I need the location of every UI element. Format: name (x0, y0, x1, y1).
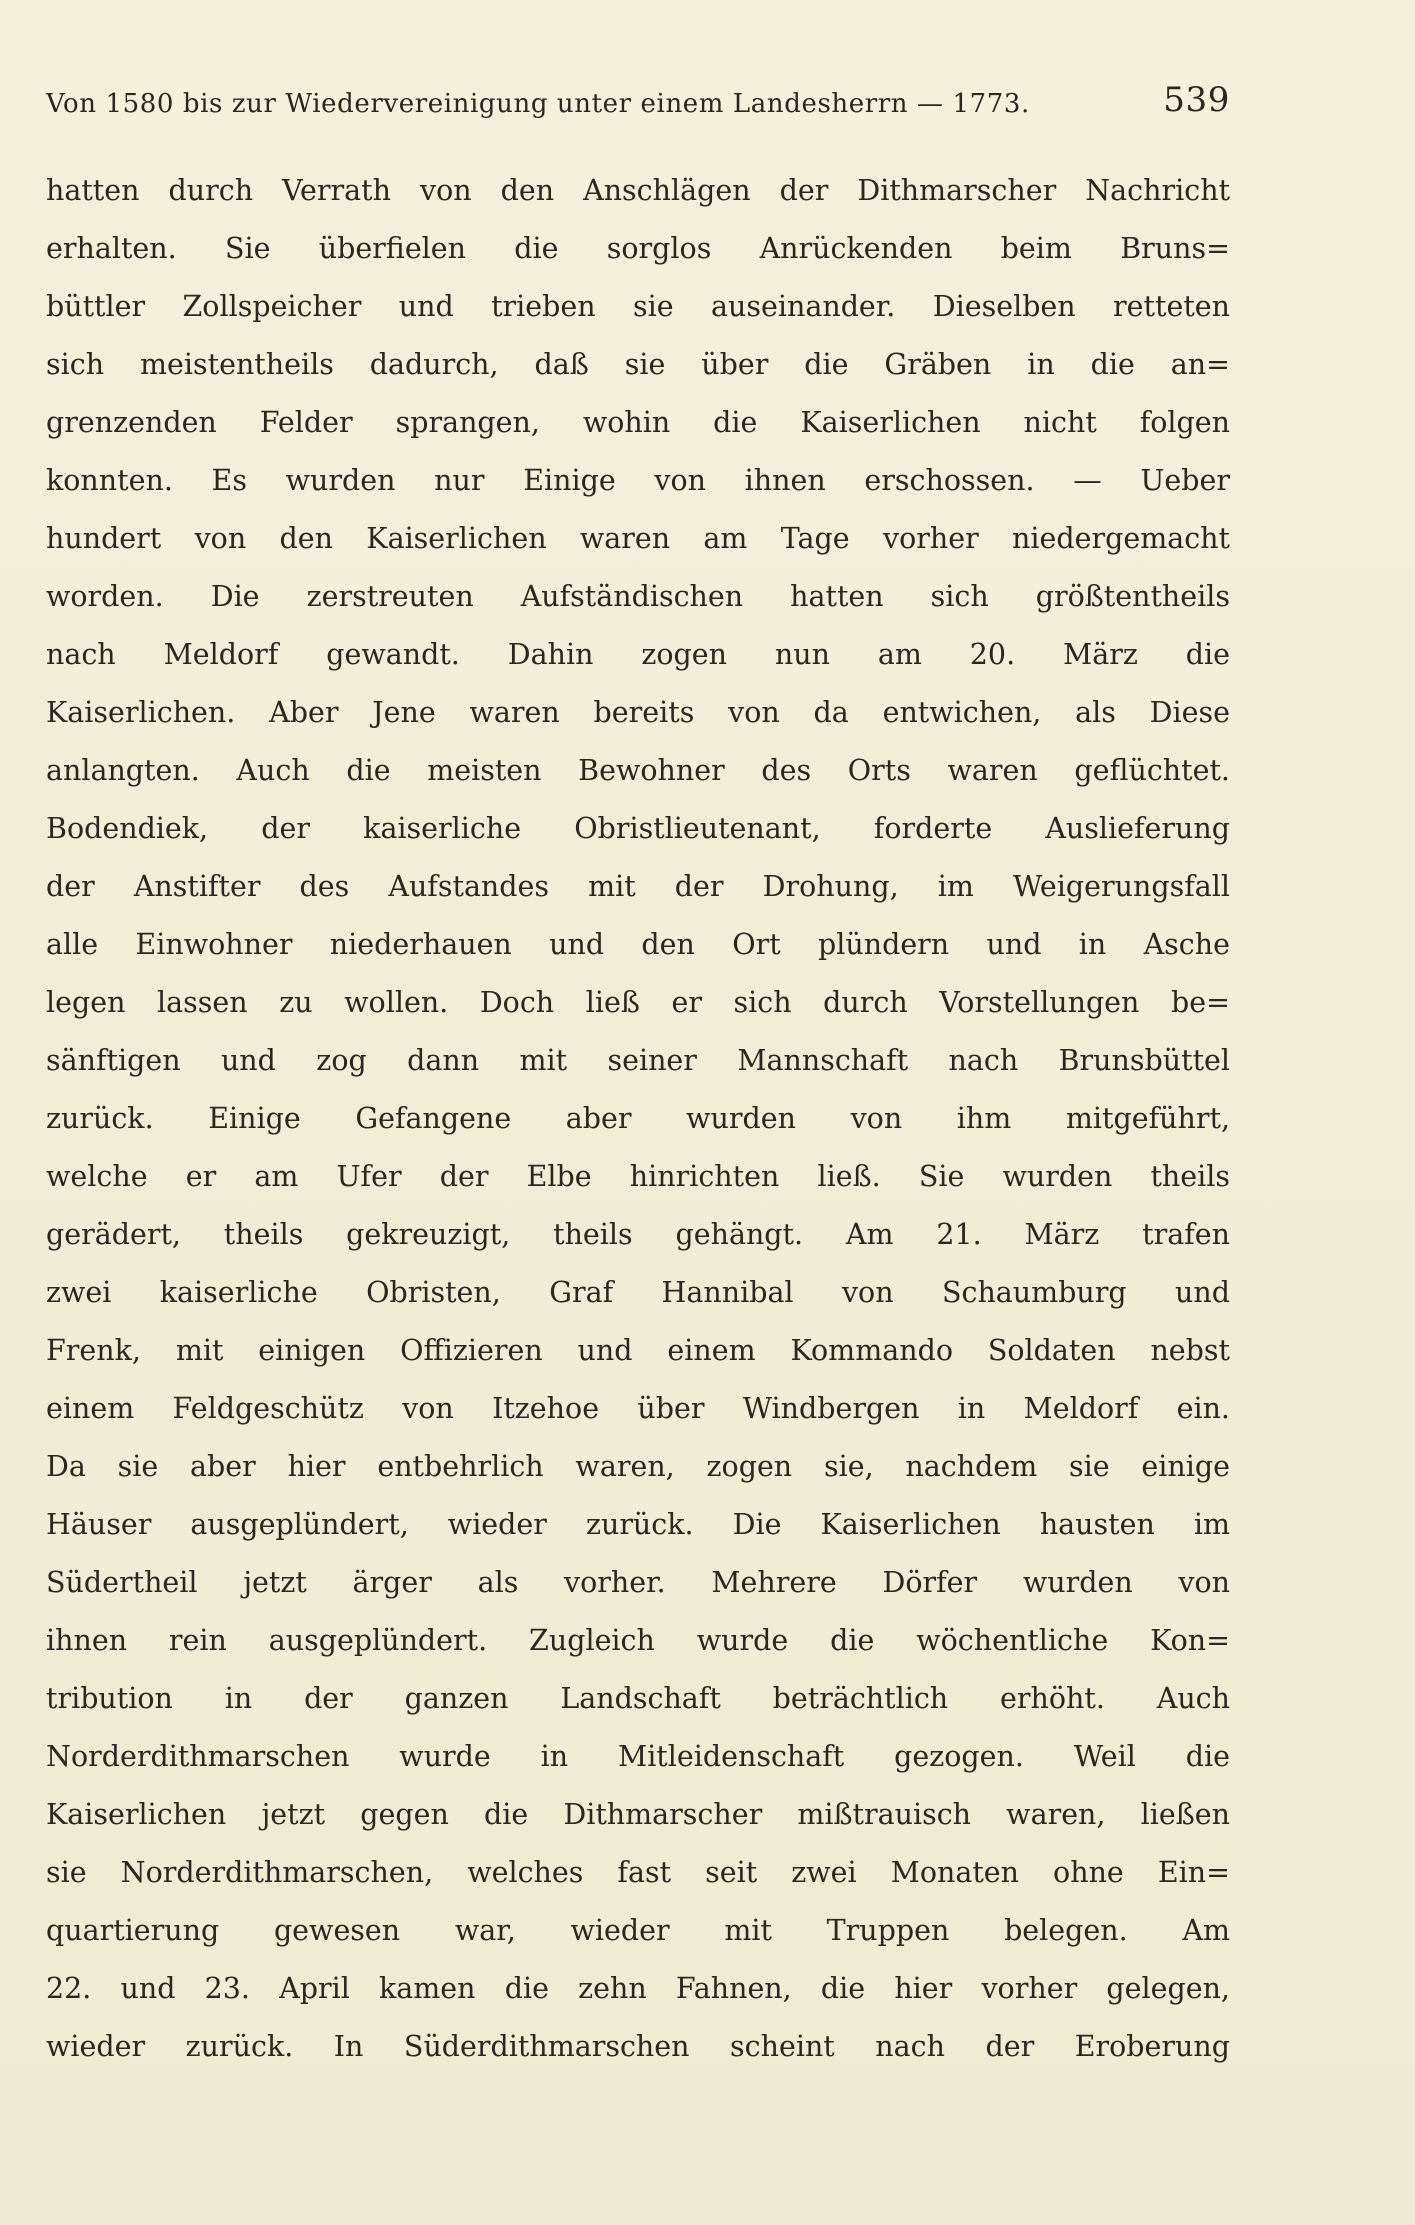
running-head (46, 80, 1230, 124)
text-line: Südertheil jetzt ärger als vorher. Mehrere Dörfer wurden von (46, 1566, 1230, 1599)
text-line: einem Feldgeschütz von Itzehoe über Windbergen in Meldorf ein. (46, 1392, 1230, 1425)
body-text (46, 162, 1230, 2076)
text-line: Kaiserlichen jetzt gegen die Dithmarscher mißtrauisch waren, ließen (46, 1798, 1230, 1831)
text-line: worden. Die zerstreuten Aufständischen hatten sich größtentheils (46, 580, 1230, 613)
text-line: ihnen rein ausgeplündert. Zugleich wurde die wöchentliche Kon= (46, 1624, 1230, 1657)
text-line: konnten. Es wurden nur Einige von ihnen erschossen. — Ueber (46, 464, 1230, 497)
text-line: tribution in der ganzen Landschaft beträchtlich erhöht. Auch (46, 1682, 1230, 1715)
text-line: Häuser ausgeplündert, wieder zurück. Die Kaiserlichen hausten im (46, 1508, 1230, 1541)
text-line: erhalten. Sie überfielen die sorglos Anrückenden beim Bruns= (46, 232, 1230, 265)
text-line: büttler Zollspeicher und trieben sie auseinander. Dieselben retteten (46, 290, 1230, 323)
text-line: Frenk, mit einigen Offizieren und einem Kommando Soldaten nebst (46, 1334, 1230, 1367)
text-line: gerädert, theils gekreuzigt, theils gehängt. Am 21. März trafen (46, 1218, 1230, 1251)
text-line: welche er am Ufer der Elbe hinrichten ließ. Sie wurden theils (46, 1160, 1230, 1193)
text-line: wieder zurück. In Süderdithmarschen scheint nach der Eroberung (46, 2030, 1230, 2063)
text-line: Bodendiek, der kaiserliche Obristlieutenant, forderte Auslieferung (46, 812, 1230, 845)
text-line: zurück. Einige Gefangene aber wurden von ihm mitgeführt, (46, 1102, 1230, 1135)
text-line: hundert von den Kaiserlichen waren am Tage vorher niedergemacht (46, 522, 1230, 555)
text-line: zwei kaiserliche Obristen, Graf Hannibal von Schaumburg und (46, 1276, 1230, 1309)
text-line: der Anstifter des Aufstandes mit der Drohung, im Weigerungsfall (46, 870, 1230, 903)
text-line: Kaiserlichen. Aber Jene waren bereits von da entwichen, als Diese (46, 696, 1230, 729)
text-line: Norderdithmarschen wurde in Mitleidenschaft gezogen. Weil die (46, 1740, 1230, 1773)
text-line: Da sie aber hier entbehrlich waren, zogen sie, nachdem sie einige (46, 1450, 1230, 1483)
running-head-title: Von 1580 bis zur Wiedervereinigung unter einem Landesherrn — 1773. (46, 89, 1030, 119)
text-line: sänftigen und zog dann mit seiner Mannschaft nach Brunsbüttel (46, 1044, 1230, 1077)
text-line: 22. und 23. April kamen die zehn Fahnen, die hier vorher gelegen, (46, 1972, 1230, 2005)
text-line: alle Einwohner niederhauen und den Ort plündern und in Asche (46, 928, 1230, 961)
text-line: anlangten. Auch die meisten Bewohner des Orts waren geflüchtet. (46, 754, 1230, 787)
text-line: quartierung gewesen war, wieder mit Truppen belegen. Am (46, 1914, 1230, 1947)
page-number: 539 (1163, 80, 1230, 120)
text-line: grenzenden Felder sprangen, wohin die Kaiserlichen nicht folgen (46, 406, 1230, 439)
text-line: legen lassen zu wollen. Doch ließ er sich durch Vorstellungen be= (46, 986, 1230, 1019)
text-line: sich meistentheils dadurch, daß sie über die Gräben in die an= (46, 348, 1230, 381)
text-line: nach Meldorf gewandt. Dahin zogen nun am 20. März die (46, 638, 1230, 671)
text-line: hatten durch Verrath von den Anschlägen der Dithmarscher Nachricht (46, 174, 1230, 207)
text-line: sie Norderdithmarschen, welches fast seit zwei Monaten ohne Ein= (46, 1856, 1230, 1889)
